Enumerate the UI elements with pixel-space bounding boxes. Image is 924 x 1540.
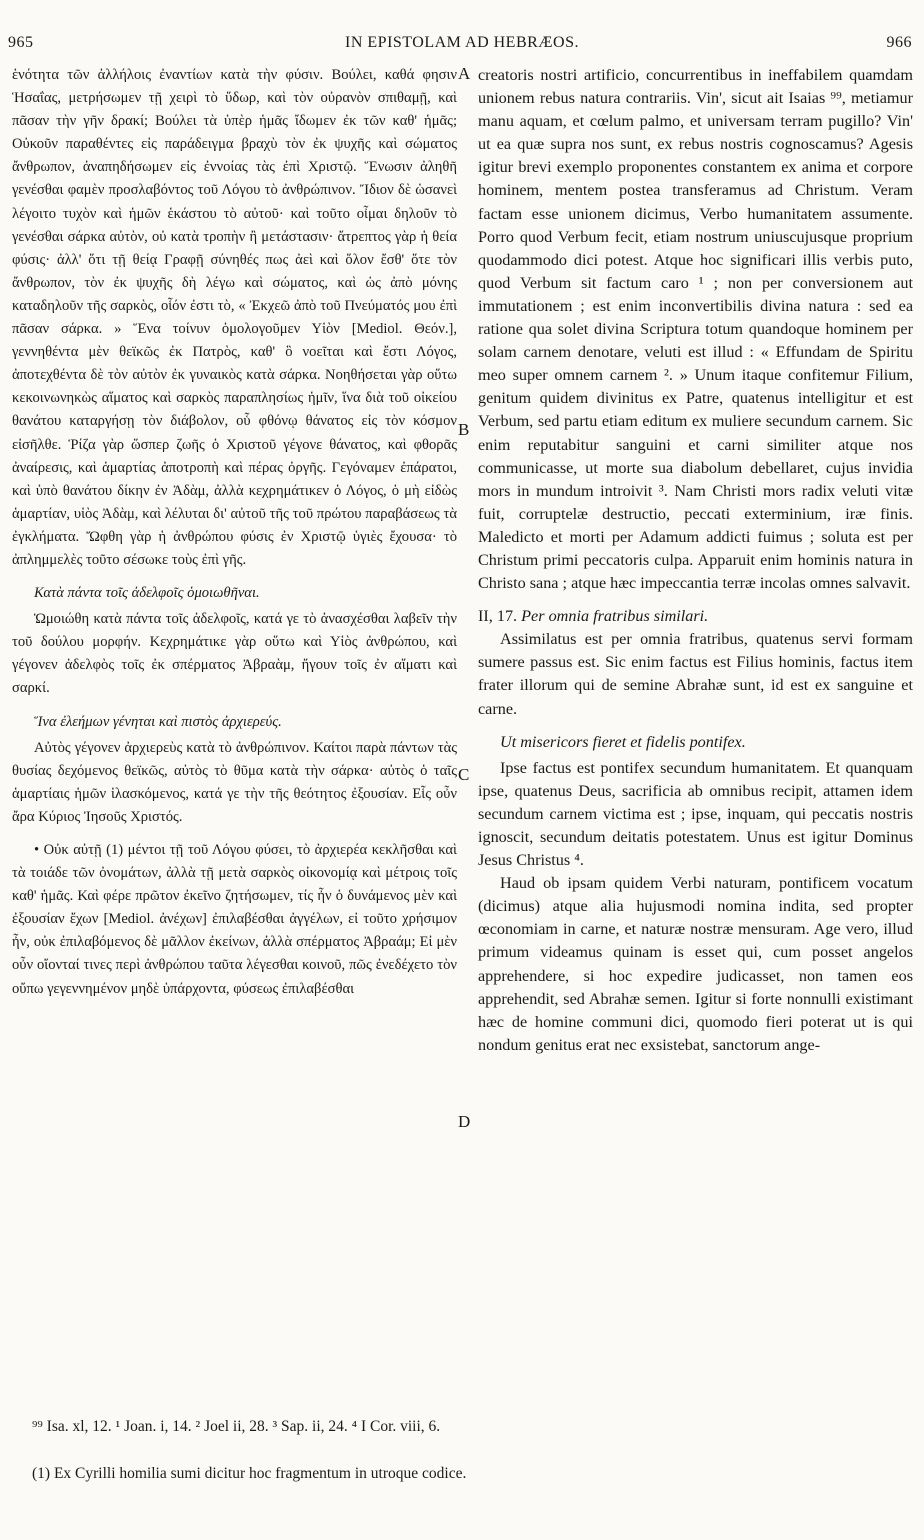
greek-paragraph-2: Ὡμοιώθη κατὰ πάντα τοῖς ἀδελφοῖς, κατά γε τὸ ἀνασχέσθαι λαβεῖν τὴν τοῦ δούλου μορφήν. Κεχρημάτικε γὰρ οὕτω καὶ Υἱὸς ἀνθρώπου, καὶ γέγονεν ἀδελφὸς τοῖς ἐκ σπέρματος Ἀβραὰμ, ἤγουν τοῖς ἐν αἵματι καὶ σαρκί. bbox=[12, 611, 457, 697]
source-note: (1) Ex Cyrilli homilia sumi dicitur hoc fragmentum in utroque codice. bbox=[32, 1465, 467, 1482]
section-marker-d: D bbox=[458, 1112, 471, 1131]
greek-heading-1: Κατὰ πάντα τοῖς ἀδελφοῖς ὁμοιωθῆναι. bbox=[34, 585, 260, 602]
page-number-right: 966 bbox=[886, 34, 912, 51]
page-number-left: 965 bbox=[8, 34, 34, 51]
latin-paragraph-1: creatoris nostri artificio, concurrentibus in ineffabilem quamdam unionem rebus natura contrariis. Vin', sicut ait Isaias ⁹⁹, metiamur manu aquam, et cœlum palmo, et universam terram pugillo? Vin' ut ea quæ supra nos sunt, ex rebus nostris cognoscamus? Agesis igitur brevi exemplo proponentes constantem ex anima et corpore hominem, mentem postea transferamus ad Christum. Veram factam esse unionem dicimus, Verbo humanitatem assumente. Porro quod Verbum fecit, etiam nostrum uniuscujusque proprium quodammodo dici potest. Atque hoc significari illis verbis puto, quod Verbum sit factum caro ¹ ; non per conversionem aut immutationem ; est enim inconvertibilis divina natura : sed ea ratione qua solet divina Scriptura totum quandoque hominem per solam carnem denotare, veluti est illud : « Effundam de Spiritu meo super omnem carnem ². » Unum itaque confitemur Filium, genitum quidem divinitus ex Patre, quatenus intelligitur et est Verbum, sed partu etiam editum ex muliere secundum carnem. Sic enim reputabitur sanguini et carni similiter atque nos communicasse, ut morte sua diabolum debellaret, cujus invidia mors in mundum introivit ³. Nam Christi mors radix veluti vitæ fuit, corruptelæ destructio, peccati exterminium, iræ finis. Maledicto et morti per Adamum addicti fuimus ; soluta est per Christum primi peccatoris culpa. Apparuit enim hominis natura in Christo sana ; atque hæc impeccantia terræ incolas omnes salvavit. bbox=[478, 66, 913, 593]
greek-column bbox=[12, 64, 457, 1001]
verse-reference: II, 17. bbox=[478, 607, 518, 626]
latin-column bbox=[478, 64, 913, 1057]
running-header bbox=[0, 34, 924, 58]
section-marker-b: B bbox=[458, 420, 470, 439]
running-title: IN EPISTOLAM AD HEBRÆOS. bbox=[345, 34, 579, 51]
footnotes: ⁹⁹ Isa. xl, 12. ¹ Joan. i, 14. ² Joel ii, 28. ³ Sap. ii, 24. ⁴ I Cor. viii, 6. bbox=[32, 1418, 441, 1435]
greek-heading-2: Ἵνα ἐλεήμων γένηται καὶ πιστὸς ἀρχιερεύς. bbox=[34, 713, 282, 730]
greek-paragraph-4: • Οὐκ αὐτῇ (1) μέντοι τῇ τοῦ Λόγου φύσει, τὸ ἀρχιερέα κεκλῆσθαι καὶ τὰ τοιάδε τῶν ὀνομάτων, ἀλλὰ τῇ μετὰ σαρκὸς οἰκονομίᾳ καὶ μέτροις τοῖς καθ' ἡμᾶς. Καὶ φέρε πρῶτον ἐκεῖνο ζητήσωμεν, τίς ἦν ὁ δυνάμενος μὲν καὶ ἐξουσίαν ἔχων [Mediol. ἀνέχων] ἐπιλαβέσθαι ἀγγέλων, εἰ τοῦτο χρήσιμον ἦν, οὐκ ἐπιλαβόμενος δὲ μᾶλλον ἐκείνων, ἀλλὰ σπέρματος Ἀβραάμ; Εἰ μὲν οὖν οἴονταί τινες περὶ ἀνθρώπου ταῦτα λέγεσθαι κοινοῦ, πῶς ἐνεδέχετο τὸν οὔπω γεγεννημένον μηδὲ ὑπάρχοντα, φύσεως ἐπιλαβέσθαι bbox=[12, 842, 457, 997]
latin-paragraph-2: Assimilatus est per omnia fratribus, quatenus servi formam sumere passus est. Sic enim factus est Filius hominis, factus item frater illorum qui de semine Abrahæ sunt, id est ex sanguine et carne. bbox=[478, 630, 913, 718]
latin-heading-1 bbox=[478, 605, 913, 628]
greek-paragraph-3: Αὐτὸς γέγονεν ἀρχιερεὺς κατὰ τὸ ἀνθρώπινον. Καίτοι παρὰ πάντων τὰς θυσίας δεχόμενος θεϊκῶς, αὐτὸς τὸ θῦμα κατὰ τὴν σάρκα· αὐτὸς ὁ ταῖς ἁμαρτίαις ἡμῶν ἱλασκόμενος, κατά γε τὴν τῆς θεότητος ἐξουσίαν. Εἷς οὖν ἄρα Κύριος Ἰησοῦς Χριστός. bbox=[12, 739, 457, 825]
section-marker-c: C bbox=[458, 765, 470, 784]
latin-paragraph-3: Ipse factus est pontifex secundum humanitatem. Et quanquam ipse, quatenus Deus, sacrificia ab omnibus recipit, attamen idem secundum carnem victima est ; ipse, inquam, qui peccatis nostris ignoscit, secundum deitatis potestatem. Unus est igitur Dominus Jesus Christus ⁴. bbox=[478, 758, 913, 870]
latin-heading-1-text: Per omnia fratribus similari. bbox=[521, 607, 709, 626]
section-marker-a: A bbox=[458, 64, 471, 83]
latin-paragraph-4: Haud ob ipsam quidem Verbi naturam, pontificem vocatum (dicimus) atque alia hujusmodi nomina indita, sed propter œconomiam in carne, et naturæ nostræ mensuram. Age vero, illud primum videamus quinam is esset qui, cum posset angelos apprehendere, si hoc expedire judicasset, non tamen eos apprehendit, sed Abrahæ semen. Igitur si forte nonnulli existimant hæc de homine communi dici, quomodo fieri poterat ut is qui nondum genitus erat nec exsistebat, sanctorum ange- bbox=[478, 874, 913, 1054]
greek-paragraph-1: ἑνότητα τῶν ἀλλήλοις ἐναντίων κατὰ τὴν φύσιν. Βούλει, καθά φησιν Ἡσαΐας, μετρήσωμεν τῇ χειρὶ τὸ ὕδωρ, καὶ τὸν οὐρανὸν σπιθαμῇ, καὶ πᾶσαν τὴν γῆν δρακί; Βούλει τὰ ὑπὲρ ἡμᾶς ἴδωμεν ἐκ τῶν καθ' ἡμᾶς; Οὐκοῦν παραθέντες εἰς παράδειγμα βραχὺ τὸν ἐκ ψυχῆς καὶ σώματος ἄνθρωπον, ἀναπηδήσωμεν εἰς ἐννοίας τὰς ἐπὶ Χριστῷ. Ἕνωσιν ἀληθῆ γενέσθαι φαμὲν προσλαβόντος τοῦ Λόγου τὸ ἀνθρώπινον. Ἴδιον δὲ ὡσανεὶ λέγοιτο τυχὸν καὶ ἡμῶν ἑκάστου τὸ αὐτοῦ· καὶ τοῦτο οἶμαι δηλοῦν τὸ γενέσθαι σάρκα αὐτὸν, οὐ κατὰ τροπὴν ἢ μετάστασιν· ἄτρεπτος γὰρ ἡ θεία φύσις· ἀλλ' ὅτι τῇ θείᾳ Γραφῇ σύνηθές πως ἀεὶ καὶ ὅλον ἔσθ' ὅτε τὸν ἄνθρωπον, τὸν ἐκ ψυχῆς δὴ λέγω καὶ σώματος, καὶ ὡς ἀπὸ μόνης καταδηλοῦν τῆς σαρκὸς, οἷόν ἐστι τὸ, « Ἐκχεῶ ἀπὸ τοῦ Πνεύματός μου ἐπὶ πᾶσαν σάρκα. » Ἕνα τοίνυν ὁμολογοῦμεν Υἱὸν [Mediol. Θεόν.], γεννηθέντα μὲν θεϊκῶς ἐκ Πατρὸς, καθ' ὃ νοεῖται καὶ ἔστι Λόγος, ἀποτεχθέντα δὲ τὸν αὐτὸν ἐκ γυναικὸς κατὰ σάρκα. Νοηθήσεται γὰρ οὕτω κεκοινωνηκὼς αἵματος καὶ σαρκὸς παραπλησίως ἡμῖν, ἵνα διὰ τοῦ οἰκείου θανάτου καταργήσῃ τὸν διάβολον, οὗ φθόνῳ θάνατος εἰς τὸν κόσμον εἰσῆλθε. Ῥίζα γὰρ ὥσπερ ζωῆς ὁ Χριστοῦ γέγονε θάνατος, καὶ φθορᾶς ἀναίρεσις, καὶ ἁμαρτίας ἀποτροπὴ καὶ πέρας ὀργῆς. Γεγόναμεν ἐπάρατοι, καὶ ὑπὸ θανάτου δίκην ἐν Ἀδὰμ, ἀλλὰ κεχρημάτικεν ὁ Λόγος, ὁ μὴ εἰδὼς ἁμαρτίαν, υἱὸς Ἀδὰμ, καὶ λέλυται δι' αὐτοῦ τῆς τοῦ πρώτου παραβάσεως τὰ ἐγκλήματα. Ὤφθη γὰρ ἡ ἀνθρώπου φύσις ἐν Χριστῷ ὑγιὲς ἔχουσα· τὸ ἀπλημμελὲς τοῦτο σέσωκε τοὺς ἐπὶ γῆς. bbox=[12, 67, 457, 568]
latin-heading-2: Ut misericors fieret et fidelis pontifex. bbox=[500, 732, 746, 751]
